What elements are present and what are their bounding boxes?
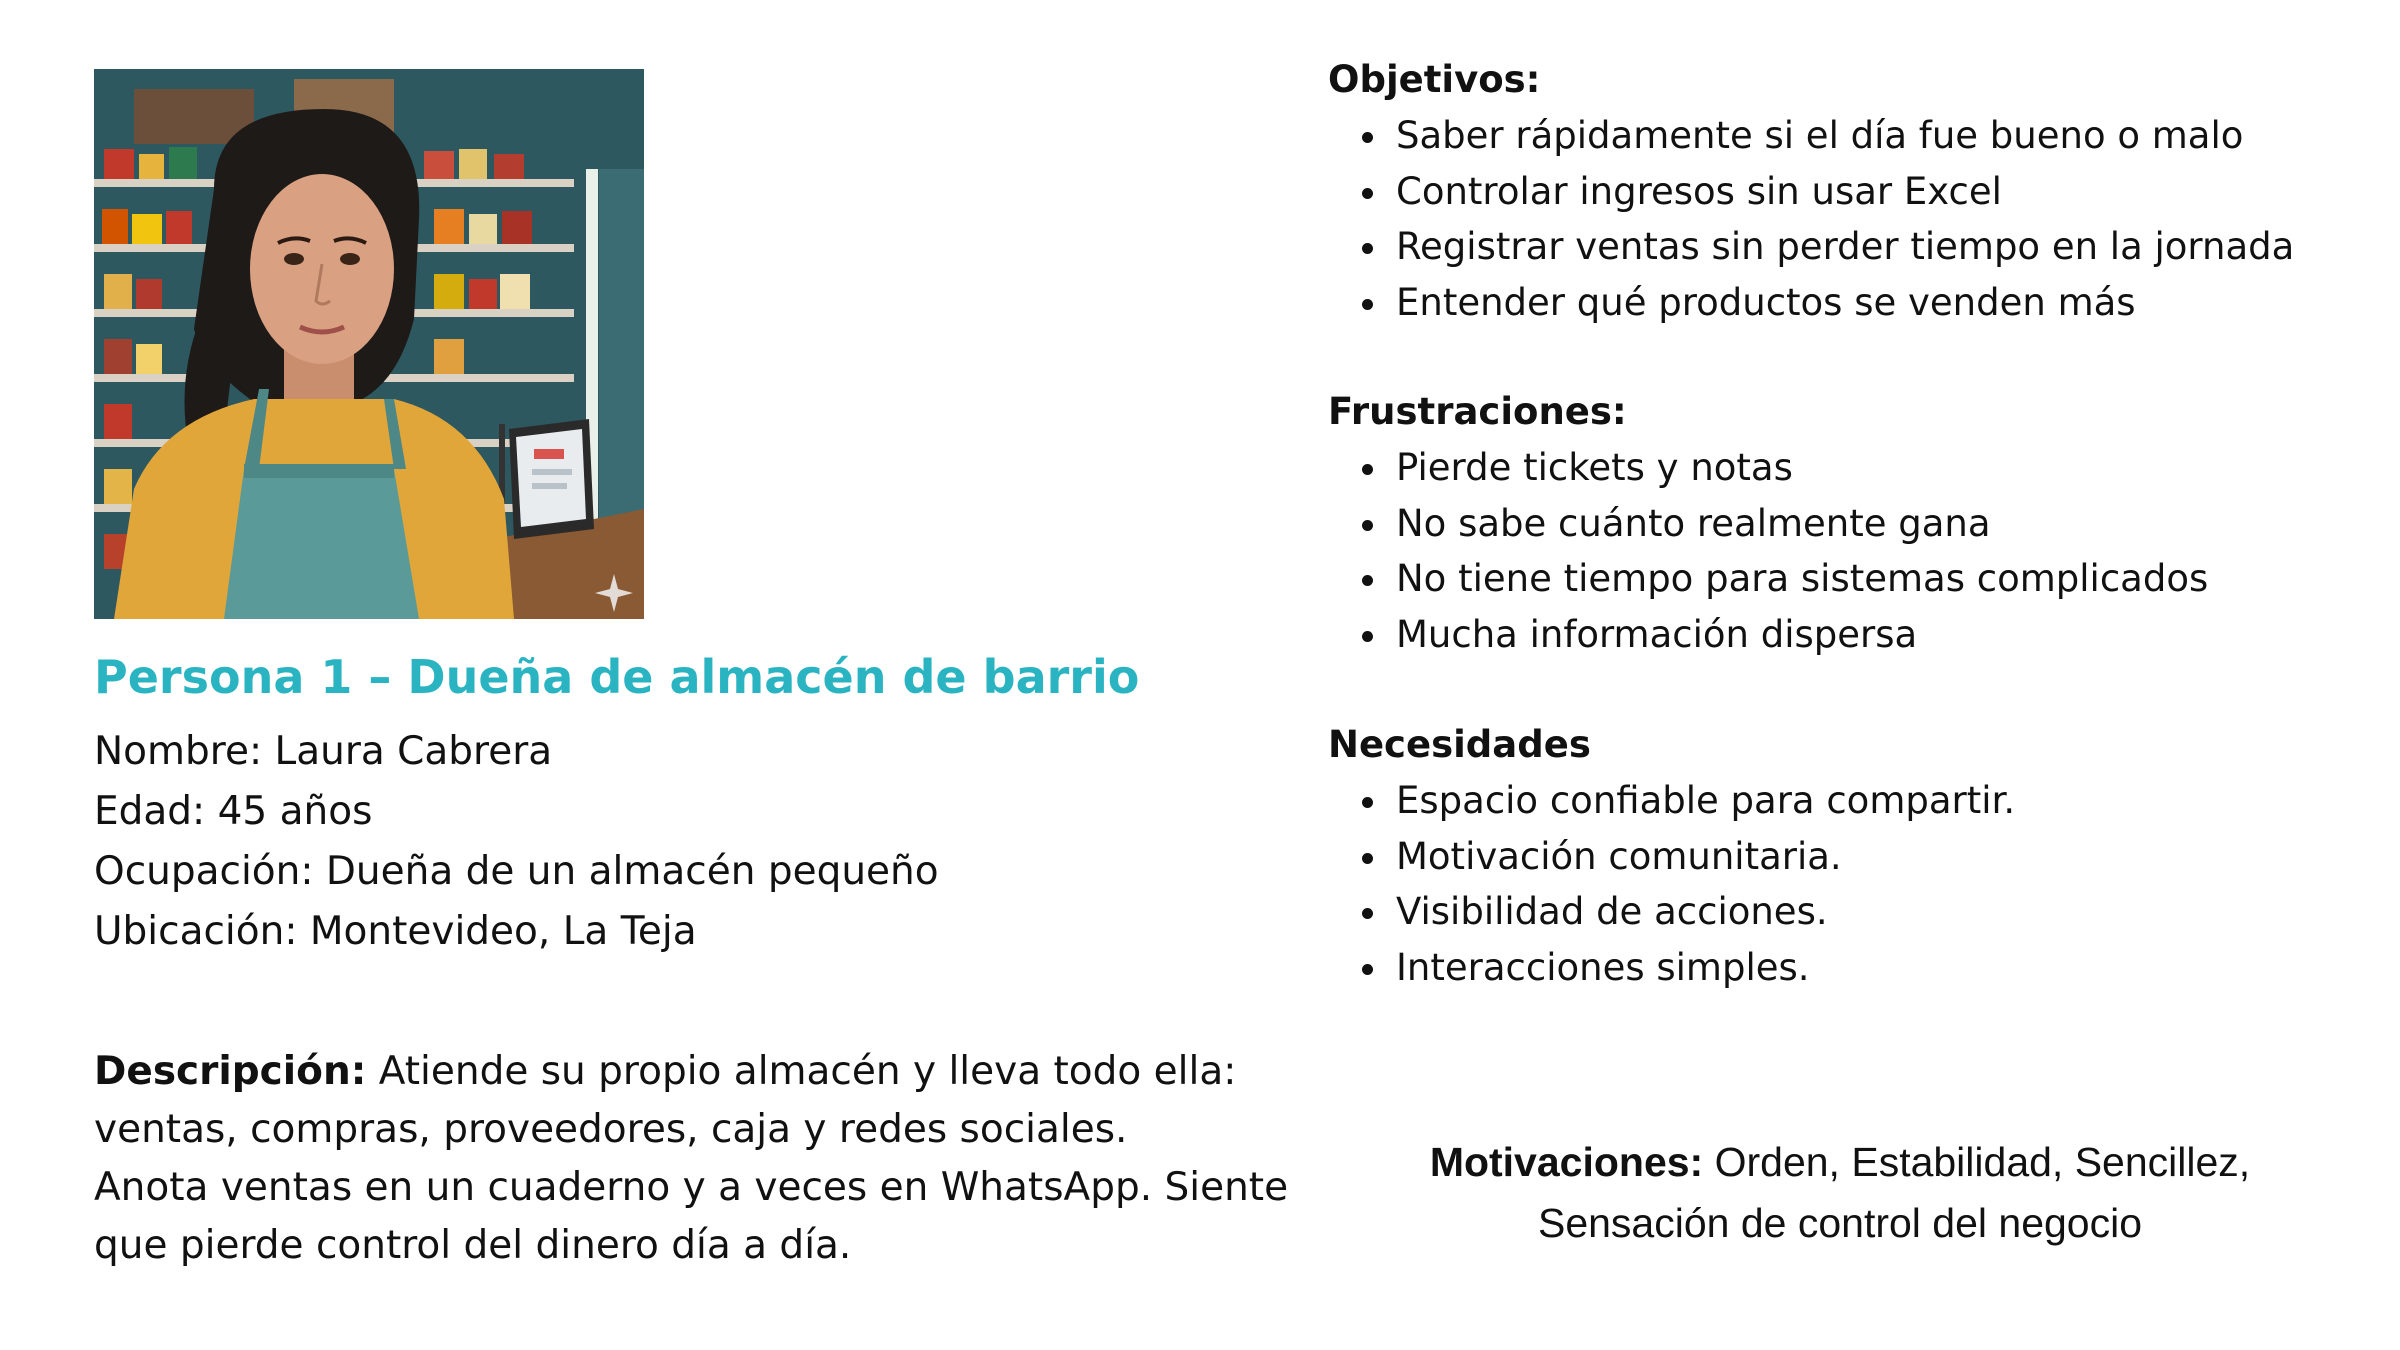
list-item — [1328, 829, 2015, 885]
list-item — [1328, 551, 2208, 607]
description-line-4: que pierde control del dinero día a día. — [94, 1223, 852, 1268]
persona-photo-illustration — [94, 69, 644, 619]
list-item-text: Espacio confiable para compartir. — [1396, 779, 2016, 822]
list-item-text: No tiene tiempo para sistemas complicados — [1396, 557, 2209, 600]
persona-description — [94, 1043, 1294, 1275]
list-item — [1328, 440, 2208, 496]
list-item-text: No sabe cuánto realmente gana — [1396, 501, 1991, 545]
necesidades-section — [1328, 717, 2015, 995]
persona-title: Persona 1 – Dueña de almacén de barrio — [94, 650, 1140, 704]
list-item-text: Saber rápidamente si el día fue bueno o malo — [1396, 114, 2244, 157]
necesidades-title: Necesidades — [1328, 723, 1591, 766]
frustraciones-title: Frustraciones: — [1328, 390, 1627, 433]
frustraciones-section — [1328, 384, 2208, 662]
list-item-text: Visibilidad de acciones. — [1396, 890, 1828, 933]
list-item-text: Motivación comunitaria. — [1396, 834, 1842, 878]
list-item — [1328, 940, 2015, 996]
motivaciones-block — [1300, 1132, 2380, 1254]
list-item-text: Registrar ventas sin perder tiempo en la jornada — [1396, 225, 2295, 268]
list-item — [1328, 275, 2294, 331]
list-item — [1328, 108, 2294, 164]
persona-facts — [94, 722, 939, 962]
list-item-text: Entender qué productos se venden más — [1396, 280, 2136, 324]
motivaciones-text-1: Orden, Estabilidad, Sencillez, — [1714, 1139, 2251, 1185]
list-item — [1328, 607, 2208, 663]
persona-photo — [94, 69, 644, 619]
fact-age: Edad: 45 años — [94, 789, 373, 834]
list-item — [1328, 496, 2208, 552]
fact-occupation: Ocupación: Dueña de un almacén pequeño — [94, 849, 939, 894]
objetivos-title: Objetivos: — [1328, 58, 1541, 101]
list-item-text: Pierde tickets y notas — [1396, 446, 1793, 489]
description-text-1: Atiende su propio almacén y lleva todo ella: — [378, 1049, 1237, 1094]
objetivos-section — [1328, 52, 2294, 330]
fact-name: Nombre: Laura Cabrera — [94, 729, 553, 774]
frustraciones-list — [1328, 440, 2208, 662]
motivaciones-line-2: Sensación de control del negocio — [1537, 1200, 2143, 1246]
necesidades-list — [1328, 773, 2015, 995]
motivaciones-line-1 — [1300, 1132, 2380, 1193]
description-line-1 — [94, 1043, 1294, 1101]
description-line-3: Anota ventas en un cuaderno y a veces en WhatsApp. Siente — [94, 1165, 1289, 1210]
list-item — [1328, 884, 2015, 940]
list-item-text: Interacciones simples. — [1396, 945, 1810, 989]
list-item-text: Mucha información dispersa — [1396, 612, 1918, 656]
description-line-2: ventas, compras, proveedores, caja y redes sociales. — [94, 1107, 1128, 1152]
list-item — [1328, 219, 2294, 275]
list-item — [1328, 773, 2015, 829]
motivaciones-label: Motivaciones: — [1429, 1139, 1704, 1185]
list-item-text: Controlar ingresos sin usar Excel — [1396, 169, 2002, 213]
fact-location: Ubicación: Montevideo, La Teja — [94, 909, 697, 954]
list-item — [1328, 164, 2294, 220]
objetivos-list — [1328, 108, 2294, 330]
description-label: Descripción: — [94, 1049, 367, 1094]
